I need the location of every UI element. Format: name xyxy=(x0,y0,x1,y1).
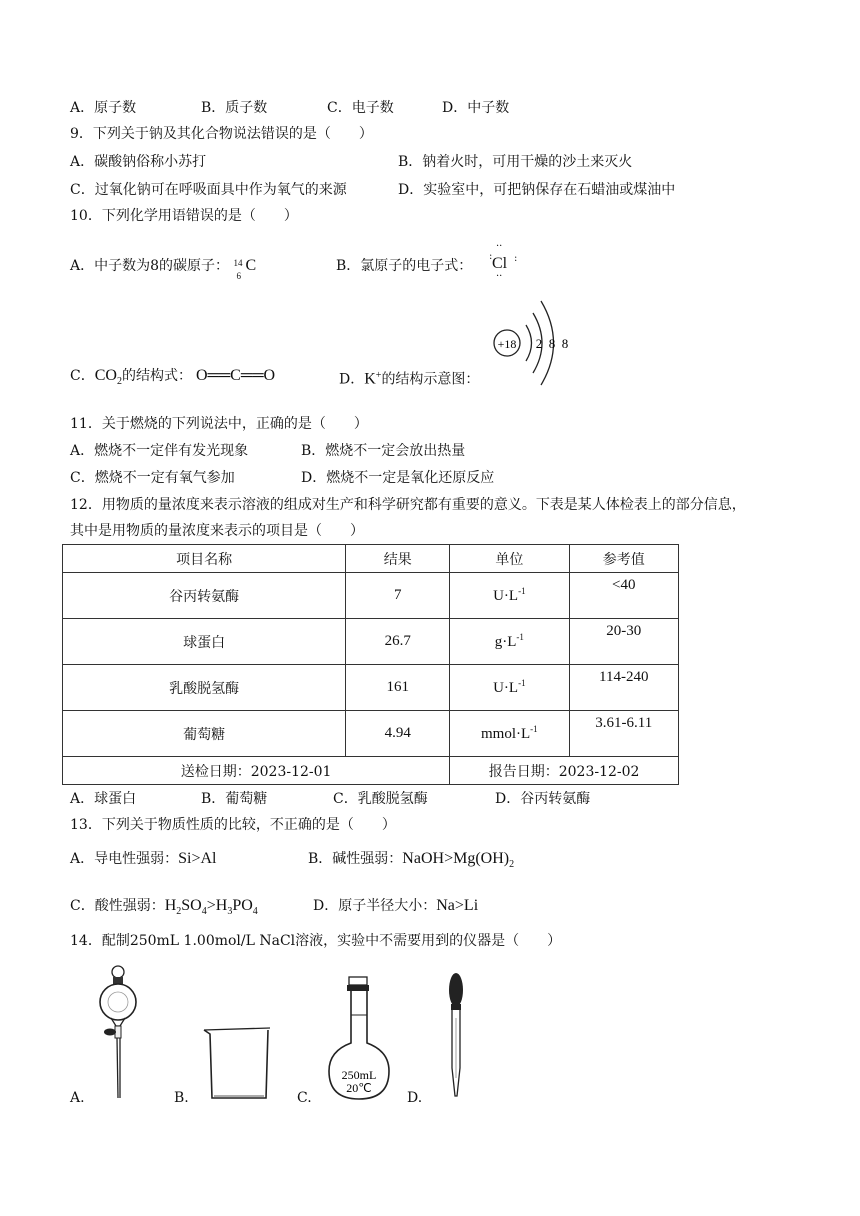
row-unit xyxy=(450,665,569,711)
q13-c-part: SO xyxy=(181,897,202,914)
q14-stem: 14．配制250mL 1.00mol/L NaCl溶液，实验中不需要用到的仪器是（ ） xyxy=(70,933,562,949)
q10-c-formula: CO xyxy=(94,367,117,384)
q10-b-label: B．氯原子的电子式： xyxy=(336,258,473,274)
q13-option-b xyxy=(308,849,514,875)
lab-results-table xyxy=(62,544,679,785)
q10-option-c xyxy=(70,366,275,392)
report-date: 报告日期：2023-12-02 xyxy=(450,757,679,785)
nucleus-charge: +18 xyxy=(497,337,517,351)
q13-option-d xyxy=(313,896,478,916)
q12-option-c: C．乳酸脱氢酶 xyxy=(333,791,428,807)
row-unit xyxy=(450,619,569,665)
volumetric-flask-image xyxy=(326,975,392,1103)
q13-c-part: PO xyxy=(232,897,253,914)
header-item-name: 项目名称 xyxy=(63,545,346,573)
q10-b-symbol: Cl xyxy=(492,255,508,272)
q12-stem-line1: 12．用物质的量浓度来表示溶液的组成对生产和科学研究都有重要的意义。下表是某人体检表上的部分信息， xyxy=(70,497,746,513)
q11-option-c: C．燃烧不一定有氧气参加 xyxy=(70,470,235,486)
unit-text: g·L xyxy=(494,634,517,650)
q13-d-value: Na>Li xyxy=(436,897,479,914)
q10-a-mass: 14 xyxy=(233,258,243,268)
shell-1-count: 2 xyxy=(535,336,543,351)
header-result: 结果 xyxy=(346,545,450,573)
unit-text: U·L xyxy=(493,680,519,696)
flask-capacity: 250mL xyxy=(341,1068,377,1082)
q13-option-c xyxy=(70,896,258,922)
q13-b-value: NaOH>Mg(OH) xyxy=(402,850,510,867)
q13-a-label: A．导电性强弱： xyxy=(70,851,179,867)
q13-stem: 13．下列关于物质性质的比较，不正确的是（ ） xyxy=(70,817,396,833)
header-unit: 单位 xyxy=(450,545,569,573)
q13-c-sub: 4 xyxy=(201,905,207,917)
q10-option-b xyxy=(336,256,472,276)
table-row xyxy=(63,665,679,711)
q10-option-d xyxy=(339,366,479,390)
q11-option-b: B．燃烧不一定会放出热量 xyxy=(301,443,466,459)
row-reference: 3.61-6.11 xyxy=(569,711,678,757)
q12-stem-line2: 其中是用物质的量浓度来表示的项目是（ ） xyxy=(70,523,364,539)
unit-text: U·L xyxy=(493,588,519,604)
q9-option-a: A．碳酸钠俗称小苏打 xyxy=(70,154,207,170)
row-reference: 20-30 xyxy=(569,619,678,665)
q8-option-d: D．中子数 xyxy=(442,100,510,116)
q10-a-number: 6 xyxy=(236,271,241,281)
q10-a-symbol: C xyxy=(245,257,257,274)
q14-option-d: D. xyxy=(407,1090,423,1106)
q13-a-value: Si>Al xyxy=(178,850,217,867)
table-row xyxy=(63,711,679,757)
table-header-row xyxy=(63,545,679,573)
q8-option-a: A．原子数 xyxy=(70,100,137,116)
q14-option-b: B. xyxy=(174,1090,189,1106)
q9-option-c: C．过氧化钠可在呼吸面具中作为氧气的来源 xyxy=(70,182,347,198)
row-result: 161 xyxy=(346,665,450,711)
row-result: 7 xyxy=(346,573,450,619)
table-footer-row xyxy=(63,757,679,785)
q13-c-sub: 4 xyxy=(252,905,258,917)
q11-stem: 11．关于燃烧的下列说法中，正确的是（ ） xyxy=(70,416,368,432)
table-row xyxy=(63,619,679,665)
q10-d-suffix: 的结构示意图： xyxy=(381,371,480,388)
unit-exponent: -1 xyxy=(518,678,526,688)
table-row xyxy=(63,573,679,619)
submit-date: 送检日期：2023-12-01 xyxy=(63,757,450,785)
header-reference: 参考值 xyxy=(569,545,678,573)
q11-option-a: A．燃烧不一定伴有发光现象 xyxy=(70,443,249,459)
row-reference: 114-240 xyxy=(569,665,678,711)
row-reference: <40 xyxy=(569,573,678,619)
q13-option-a xyxy=(70,849,217,869)
q13-c-part: H xyxy=(164,897,177,914)
separatory-funnel-image xyxy=(96,962,140,1102)
row-unit xyxy=(450,711,569,757)
q10-d-ion: K xyxy=(364,370,376,388)
q8-option-b: B．质子数 xyxy=(201,100,268,116)
shell-2-count: 8 xyxy=(548,336,556,351)
unit-exponent: -1 xyxy=(530,724,538,734)
shell-3-count: 8 xyxy=(561,336,569,351)
dropper-image xyxy=(441,968,471,1102)
q8-option-c: C．电子数 xyxy=(327,100,394,116)
q10-c-sub: 2 xyxy=(116,375,122,387)
q13-b-sub: 2 xyxy=(509,858,515,870)
q10-c-suffix: 的结构式： xyxy=(121,368,192,384)
q10-a-label: A．中子数为8的碳原子： xyxy=(70,258,230,274)
q13-c-sub: 2 xyxy=(176,905,182,917)
q13-c-label: C．酸性强弱： xyxy=(70,898,165,914)
q10-stem: 10．下列化学用语错误的是（ ） xyxy=(70,208,298,224)
row-unit xyxy=(450,573,569,619)
q9-option-b: B．钠着火时，可用干燥的沙土来灭火 xyxy=(398,154,633,170)
chlorine-electron-dot: ·· : Cl : ·· xyxy=(489,241,518,282)
q12-option-b: B．葡萄糖 xyxy=(201,791,268,807)
row-name: 乳酸脱氢酶 xyxy=(63,665,346,711)
q10-d-prefix: D． xyxy=(339,371,365,388)
q10-c-prefix: C． xyxy=(70,368,95,384)
q11-option-d: D．燃烧不一定是氧化还原反应 xyxy=(301,470,495,486)
unit-exponent: -1 xyxy=(516,632,524,642)
row-result: 4.94 xyxy=(346,711,450,757)
q13-c-part: >H xyxy=(206,897,228,914)
q13-d-label: D．原子半径大小： xyxy=(313,898,437,914)
row-result: 26.7 xyxy=(346,619,450,665)
flask-temperature: 20℃ xyxy=(346,1081,372,1095)
q12-option-d: D．谷丙转氨酶 xyxy=(495,791,591,807)
row-name: 球蛋白 xyxy=(63,619,346,665)
beaker-image xyxy=(200,1022,276,1102)
q10-d-charge: + xyxy=(375,370,382,381)
q9-stem: 9．下列关于钠及其化合物说法错误的是（ ） xyxy=(70,126,373,142)
q14-option-c: C. xyxy=(297,1090,312,1106)
row-name: 谷丙转氨酶 xyxy=(63,573,346,619)
row-name: 葡萄糖 xyxy=(63,711,346,757)
potassium-ion-structure-diagram xyxy=(493,295,583,390)
q12-option-a: A．球蛋白 xyxy=(70,791,137,807)
q14-option-a: A. xyxy=(70,1090,85,1106)
unit-text: mmol·L xyxy=(481,726,531,742)
q10-c-structure: O══C══O xyxy=(195,367,276,384)
q13-b-label: B．碱性强弱： xyxy=(308,851,403,867)
unit-exponent: -1 xyxy=(518,586,526,596)
q10-option-a xyxy=(70,256,257,281)
q9-option-d: D．实验室中，可把钠保存在石蜡油或煤油中 xyxy=(398,182,676,198)
q13-c-sub: 3 xyxy=(227,905,233,917)
